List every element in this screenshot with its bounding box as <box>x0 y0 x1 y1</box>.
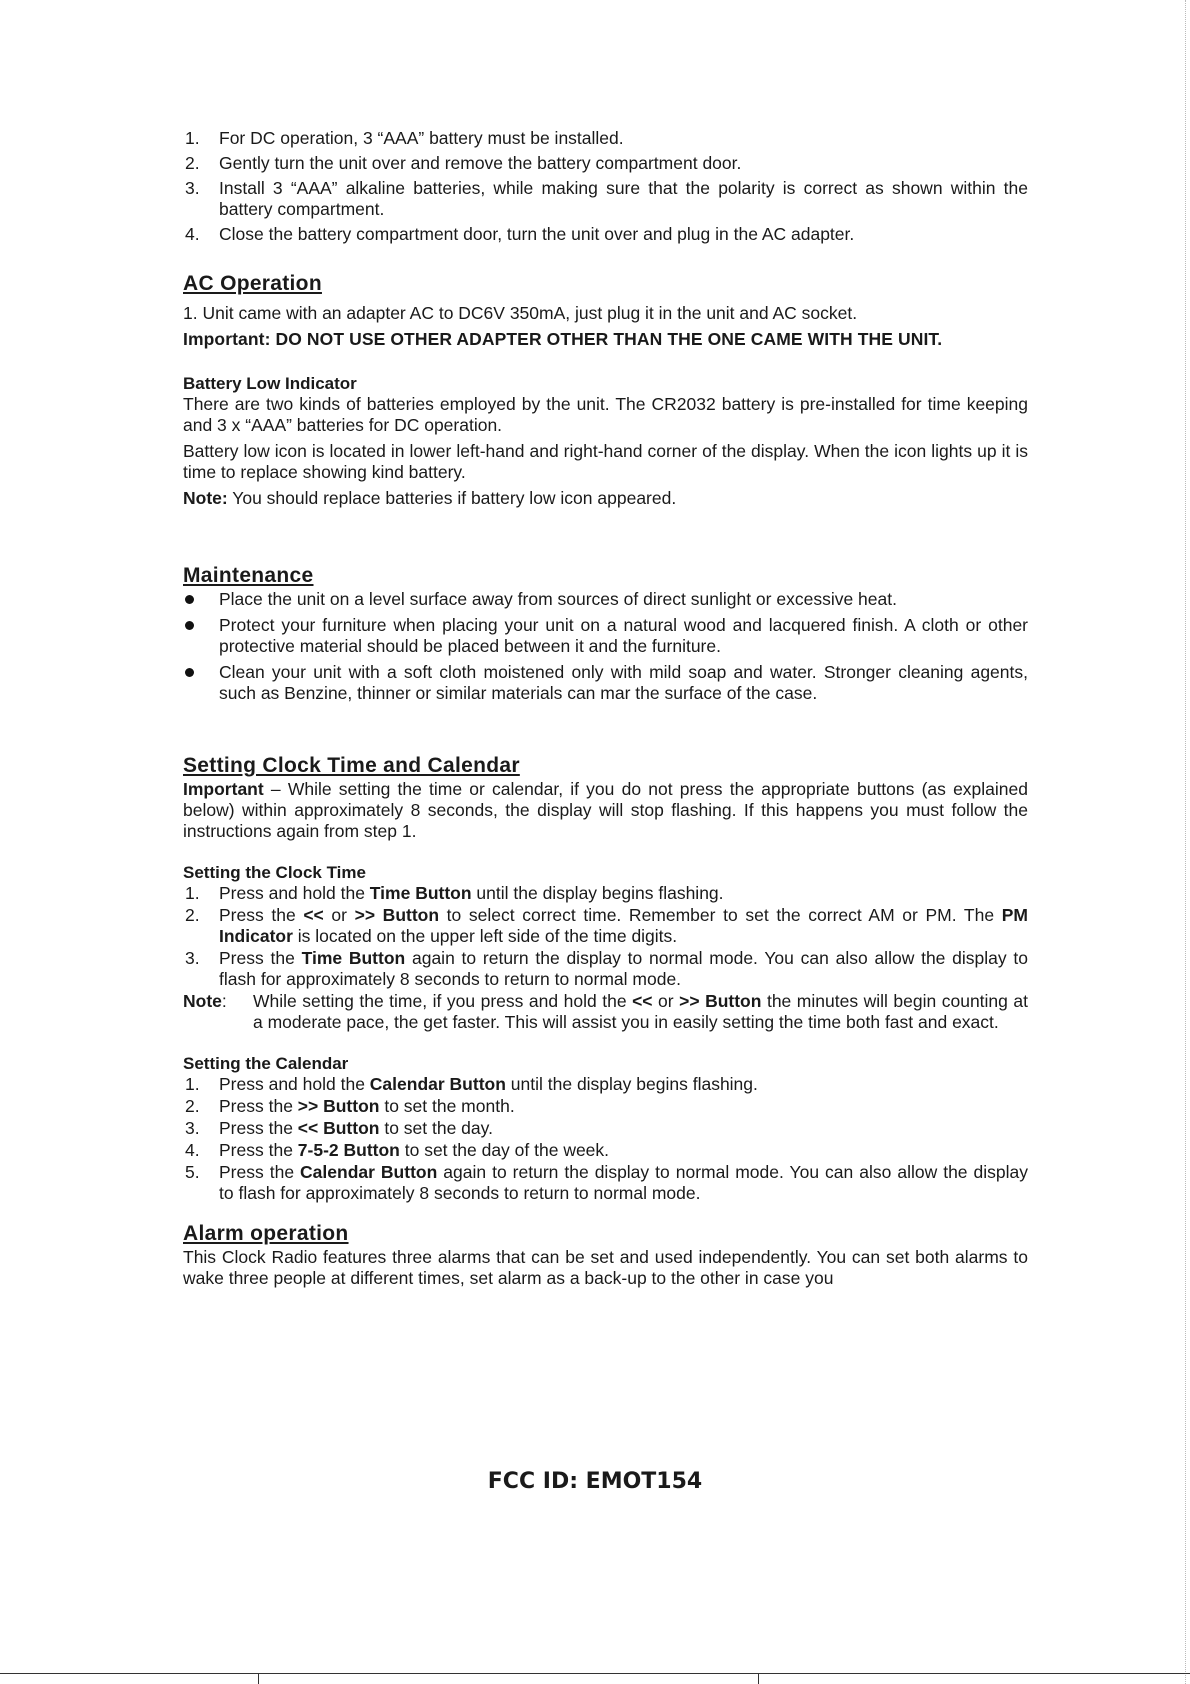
battery-low-heading: Battery Low Indicator <box>183 374 357 393</box>
list-item: 5. Press the Calendar Button again to return the display to normal mode. You can also allow the display to flash for approximately 8 seconds to return to normal mode. <box>185 1162 1028 1203</box>
ac-operation-heading: AC Operation <box>183 272 322 295</box>
clock-heading: Setting Clock Time and Calendar <box>183 754 520 777</box>
list-item: 1. For DC operation, 3 “AAA” battery must be installed. <box>185 128 624 148</box>
bottom-rule <box>0 1673 1190 1674</box>
list-item: 3. Press the << Button to set the day. <box>185 1118 493 1138</box>
bottom-tick <box>758 1673 759 1684</box>
bottom-tick <box>258 1673 259 1684</box>
maintenance-list <box>183 589 1028 704</box>
list-item: 4. Press the 7-5-2 Button to set the day of the week. <box>185 1140 610 1160</box>
bullet-icon <box>185 595 194 604</box>
maintenance-heading: Maintenance <box>183 564 314 587</box>
clock-important: Important – While setting the time or calendar, if you do not press the appropriate buttons (as explained below) within approximately 8 seconds, the display will stop flashing. If this happens you must follow the instructions again from step 1. <box>183 779 1028 841</box>
fcc-id-footer: FCC ID: EMOT154 <box>487 1469 703 1494</box>
battery-install-steps <box>183 128 1028 245</box>
list-item: 1. Press and hold the Calendar Button until the display begins flashing. <box>185 1074 758 1094</box>
ac-line: 1. Unit came with an adapter AC to DC6V 350mA, just plug it in the unit and AC socket. <box>183 303 858 323</box>
clock-time-steps <box>183 883 1028 990</box>
bullet-icon <box>185 668 194 677</box>
list-item: 3. Install 3 “AAA” alkaline batteries, while making sure that the polarity is correct as shown within the battery compartment. <box>185 178 1028 219</box>
battery-low-p1: There are two kinds of batteries employed by the unit. The CR2032 battery is pre-installed for time keeping and 3 x “AAA” batteries for DC operation. <box>183 394 1028 435</box>
battery-low-note: Note: You should replace batteries if battery low icon appeared. <box>183 488 677 508</box>
calendar-steps <box>183 1074 1028 1204</box>
list-item: 2. Press the << or >> Button to select correct time. Remember to set the correct AM or PM. The PM Indicator is located on the upper left side of the time digits. <box>185 905 1028 946</box>
list-item: Protect your furniture when placing your unit on a natural wood and lacquered finish. A cloth or other protective material should be placed between it and the furniture. <box>183 615 1028 657</box>
list-item: Place the unit on a level surface away from sources of direct sunlight or excessive heat. <box>183 589 1028 610</box>
document-body <box>183 128 1028 1289</box>
clock-time-note: Note: While setting the time, if you press and hold the << or >> Button the minutes will begin counting at a moderate pace, the get faster. This will assist you in easily setting the time both fast and exact. <box>183 991 1029 1032</box>
ac-important: Important: DO NOT USE OTHER ADAPTER OTHER THAN THE ONE CAME WITH THE UNIT. <box>183 329 943 349</box>
list-item: Clean your unit with a soft cloth moistened only with mild soap and water. Stronger cleaning agents, such as Benzine, thinner or similar materials can mar the surface of the case. <box>183 662 1028 704</box>
calendar-heading: Setting the Calendar <box>183 1054 349 1073</box>
clock-time-heading: Setting the Clock Time <box>183 863 366 882</box>
alarm-p1: This Clock Radio features three alarms that can be set and used independently. You can set both alarms to wake three people at different times, set alarm as a back-up to the other in case you <box>183 1247 1028 1288</box>
list-item: 1. Press and hold the Time Button until the display begins flashing. <box>185 883 724 903</box>
list-item: 2. Gently turn the unit over and remove the battery compartment door. <box>185 153 742 173</box>
alarm-heading: Alarm operation <box>183 1222 349 1245</box>
page-edge-line <box>1185 0 1186 1684</box>
battery-low-p2: Battery low icon is located in lower left-hand and right-hand corner of the display. When the icon lights up it is time to replace showing kind battery. <box>183 441 1028 482</box>
list-item: 3. Press the Time Button again to return the display to normal mode. You can also allow the display to flash for approximately 8 seconds to return to normal mode. <box>185 948 1028 989</box>
list-item: 4. Close the battery compartment door, turn the unit over and plug in the AC adapter. <box>185 224 855 244</box>
list-item: 2. Press the >> Button to set the month. <box>185 1096 515 1116</box>
bullet-icon <box>185 621 194 630</box>
